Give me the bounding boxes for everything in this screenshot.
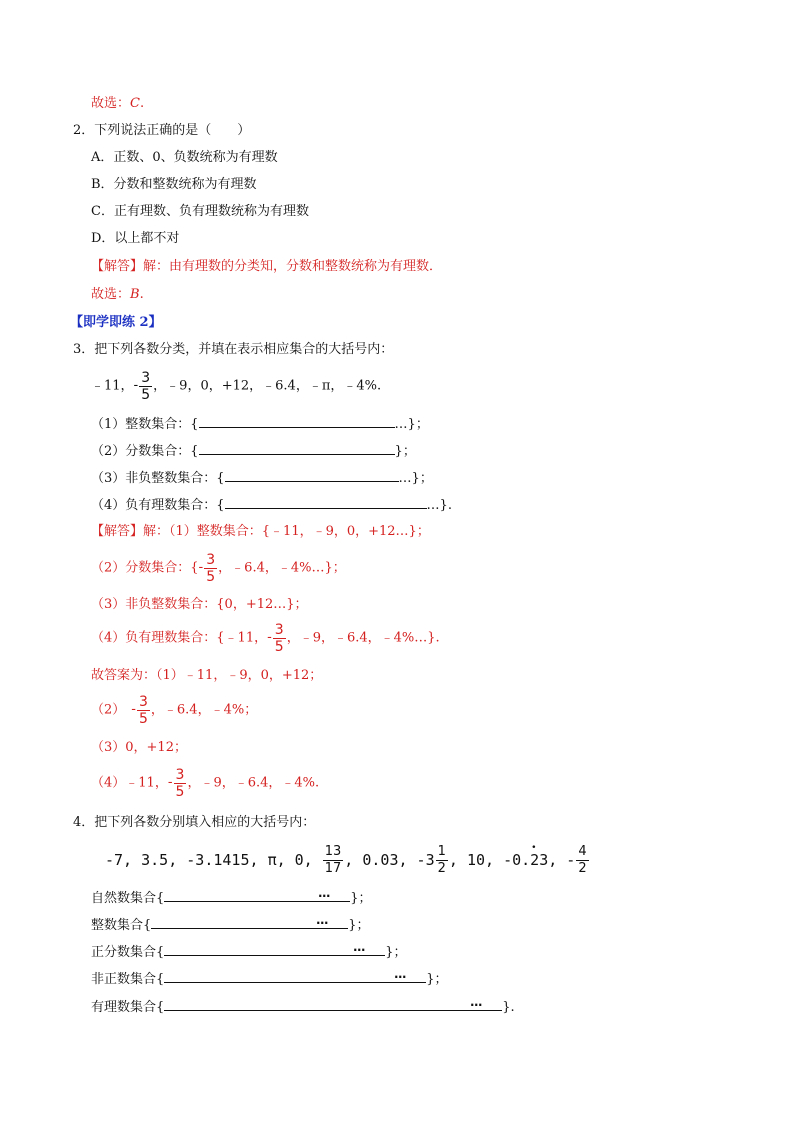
fraction	[174, 768, 187, 799]
q2-conclusion	[91, 287, 144, 303]
minus-sign: -	[267, 630, 272, 645]
q3-stem: 3．把下列各数分类，并填在表示相应集合的大括号内：	[73, 342, 394, 357]
minus-sign: -	[167, 775, 173, 790]
previous-answer-line	[91, 96, 144, 112]
fraction-denominator: 5	[206, 568, 216, 585]
set-end: }；	[426, 972, 448, 987]
q4-number-list	[105, 842, 590, 878]
fraction	[273, 623, 286, 654]
answer-period: .	[139, 96, 145, 111]
fraction-numerator: 3	[274, 621, 284, 638]
fraction	[323, 845, 344, 876]
q2-solution: 【解答】解：由有理数的分类知，分数和整数统称为有理数．	[91, 259, 443, 274]
answer-blank[interactable]	[225, 469, 399, 482]
answer-blank[interactable]	[225, 496, 427, 509]
q4-stem: 4．把下列各数分别填入相应的大括号内：	[73, 815, 316, 830]
fraction-numerator: 3	[141, 369, 151, 386]
q3-answer-4	[91, 765, 319, 802]
answer-letter: C	[130, 96, 140, 111]
conclusion-period: .	[139, 287, 144, 302]
number-text: , 0.03, -3	[344, 851, 435, 869]
fraction	[576, 845, 588, 876]
number-text: , 10, -0.	[448, 851, 531, 869]
blank-label: （2）分数集合：{	[91, 444, 199, 459]
number-text: , 0,	[276, 851, 322, 869]
minus-sign: -	[131, 702, 136, 717]
ellipsis: …	[316, 913, 329, 927]
number-text: ，﹣9，0，+12，﹣6.4，﹣π，﹣4%.	[153, 378, 382, 394]
blank-label: （1）整数集合：{	[91, 417, 199, 432]
number-text: ﹣11，	[91, 378, 134, 394]
fraction-numerator: 13	[324, 844, 342, 859]
answer-text: ，﹣9，﹣6.4，﹣4%.	[187, 775, 320, 791]
q4-set-positive-fraction	[91, 940, 407, 961]
fraction-denominator: 5	[141, 386, 151, 403]
solution-text: ，﹣6.4，﹣4%…}；	[218, 560, 346, 576]
minus-sign: -	[198, 560, 204, 575]
answer-blank[interactable]	[151, 913, 348, 929]
answer-blank[interactable]	[164, 886, 350, 902]
conclusion-letter: B	[130, 287, 140, 302]
answer-blank[interactable]	[164, 995, 502, 1011]
q3-blank-integers	[91, 415, 429, 433]
number-text: , -	[548, 851, 576, 869]
ellipsis: …	[318, 886, 331, 900]
q3-solution-4	[91, 620, 440, 657]
fraction-numerator: 4	[578, 844, 587, 859]
set-label: 非正数集合{	[91, 972, 165, 987]
solution-text: （4）负有理数集合：{﹣11，	[91, 630, 268, 646]
minus-sign: -	[133, 378, 139, 393]
answer-blank[interactable]	[199, 415, 395, 428]
answer-blank[interactable]	[164, 940, 385, 956]
q2-stem: 2．下列说法正确的是（ ）	[73, 123, 251, 138]
conclusion-label: 故选：	[91, 287, 131, 302]
blank-end: }；	[394, 444, 416, 459]
fraction-denominator: 2	[437, 861, 446, 876]
blank-end: …}；	[398, 471, 433, 486]
solution-text: （2）分数集合：{	[91, 560, 199, 576]
answer-blank[interactable]	[199, 442, 395, 455]
q3-blank-nonneg-integers	[91, 469, 433, 487]
blank-label: （3）非负整数集合：{	[91, 471, 225, 486]
q4-set-nonpositive	[91, 967, 448, 988]
q3-number-list	[91, 368, 381, 405]
fraction-numerator: 1	[437, 844, 446, 859]
fraction-numerator: 3	[206, 551, 216, 568]
q2-option-a: A．正数、0、负数统称为有理数	[91, 150, 278, 165]
q2-option-b: B．分数和整数统称为有理数	[91, 177, 257, 192]
fraction-denominator: 17	[324, 861, 342, 876]
answer-blank[interactable]	[164, 967, 426, 983]
q2-option-d: D．以上都不对	[91, 231, 180, 246]
solution-text: ，﹣9，﹣6.4，﹣4%…}.	[286, 630, 440, 646]
pi-symbol: π	[267, 851, 277, 869]
q3-solution-3: （3）非负整数集合：{0，+12…}；	[91, 597, 308, 612]
fraction-denominator: 5	[274, 638, 284, 655]
fraction-denominator: 5	[175, 783, 185, 800]
answer-text: （2）	[91, 702, 126, 718]
blank-end: …}；	[394, 417, 429, 432]
fraction	[436, 845, 448, 876]
q2-option-c: C．正有理数、负有理数统称为有理数	[91, 204, 309, 219]
set-label: 自然数集合{	[91, 891, 165, 906]
set-label: 有理数集合{	[91, 1000, 165, 1015]
q3-blank-fractions	[91, 442, 416, 460]
ellipsis: …	[470, 995, 483, 1009]
set-label: 整数集合{	[91, 918, 152, 933]
section-heading: 【即学即练 2】	[70, 315, 162, 330]
fraction-denominator: 5	[138, 710, 148, 727]
blank-end: …}.	[426, 498, 452, 513]
fraction-numerator: 3	[138, 693, 148, 710]
q3-answer-2	[91, 692, 257, 729]
q3-blank-neg-rationals	[91, 496, 452, 514]
q4-set-rational	[91, 995, 515, 1016]
answer-label: 故选：	[91, 96, 131, 111]
fraction	[204, 553, 217, 584]
number-text: -7, 3.5, -3.1415,	[105, 851, 268, 869]
fraction	[137, 695, 150, 726]
fraction-denominator: 2	[578, 861, 587, 876]
set-end: }；	[385, 945, 407, 960]
set-end: }.	[502, 1000, 515, 1015]
fraction-numerator: 3	[175, 766, 185, 783]
answer-text: ，﹣6.4，﹣4%；	[150, 702, 258, 718]
set-end: }；	[350, 891, 372, 906]
q4-set-integer	[91, 913, 370, 934]
blank-label: （4）负有理数集合：{	[91, 498, 225, 513]
ellipsis: …	[394, 967, 407, 981]
q3-solution-1: 【解答】解：（1）整数集合：{﹣11，﹣9，0，+12…}；	[91, 524, 430, 539]
set-label: 正分数集合{	[91, 945, 165, 960]
q3-solution-2	[91, 550, 346, 587]
repeating-decimal: • 23	[530, 842, 548, 878]
q3-answer-1: 故答案为：（1）﹣11，﹣9，0，+12；	[91, 668, 323, 683]
ellipsis: …	[353, 940, 366, 954]
q3-answer-3: （3）0，+12；	[91, 740, 187, 755]
fraction	[139, 371, 152, 402]
q4-set-natural	[91, 886, 372, 907]
answer-text: （4）﹣11，	[91, 775, 168, 791]
set-end: }；	[348, 918, 370, 933]
